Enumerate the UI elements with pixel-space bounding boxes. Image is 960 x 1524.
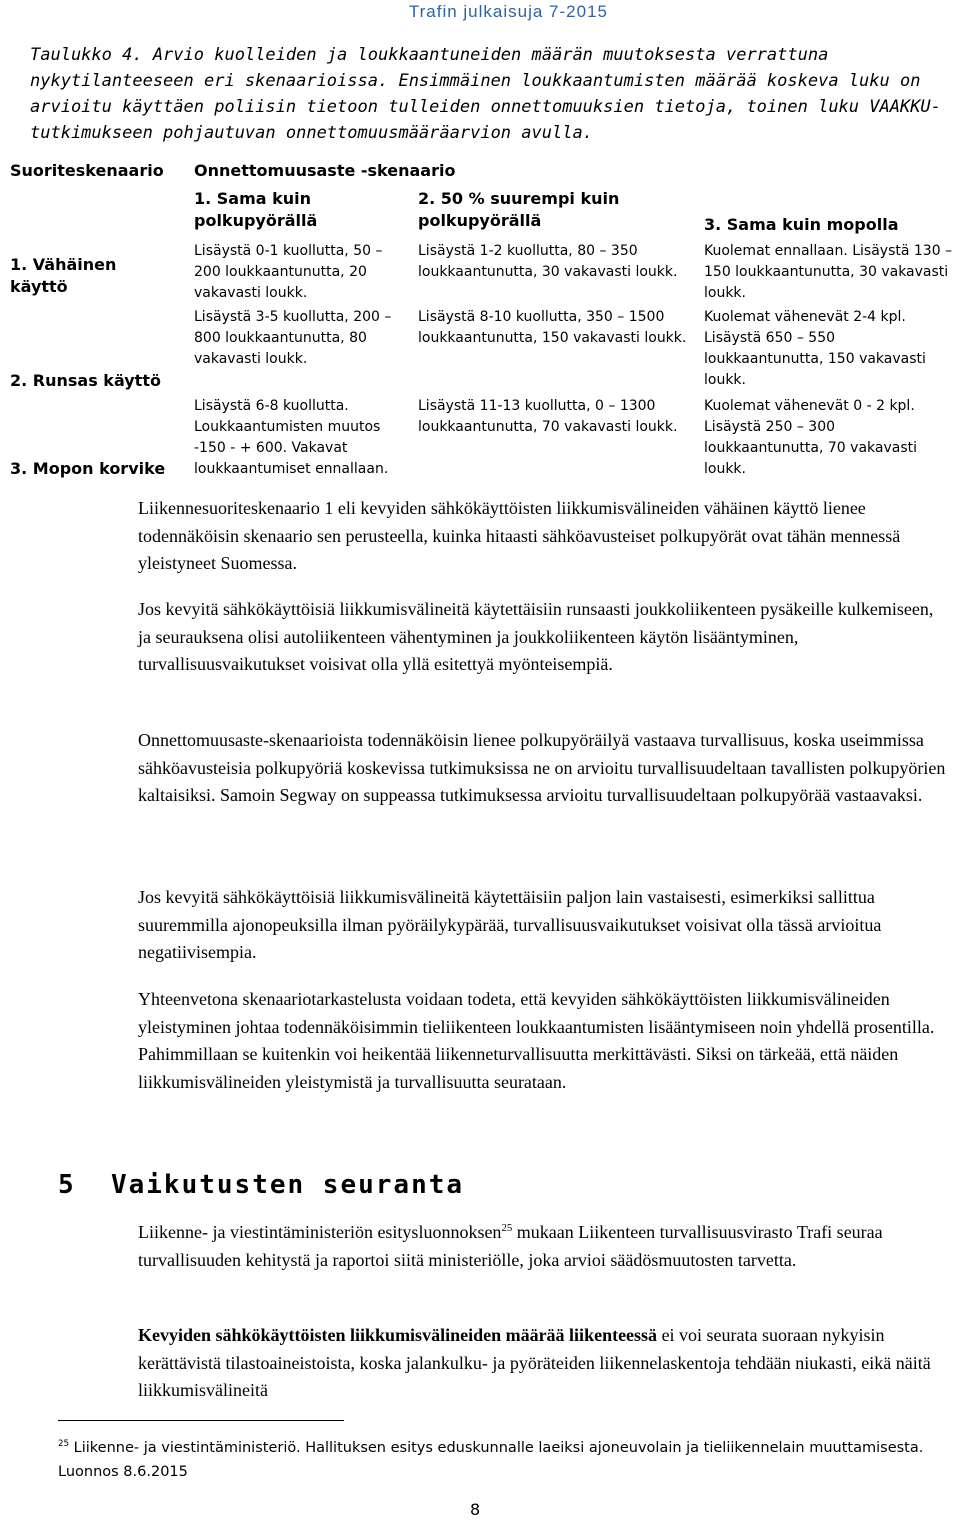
- col-header-3: 3. Sama kuin mopolla: [704, 215, 899, 234]
- table-caption: Taulukko 4. Arvio kuolleiden ja loukkaantuneiden määrän muutoksesta verrattuna nykytilanteeseen eri skenaarioissa. Ensimmäinen loukkaantumisten määrää koskeva luku on arvioitu käyttäen poliisin tietoon tulleiden onnettomuuksien tietoja, toinen luku VAAKKU-tutkimukseen pohjautuvan onnettomuusmääräarvion avulla.: [30, 45, 941, 143]
- cell-3-3: Kuolemat vähenevät 0 - 2 kpl. Lisäystä 250 – 300 loukkaantunutta, 70 vakavasti loukk.: [704, 398, 918, 477]
- section-paragraph-1: [138, 1219, 948, 1274]
- cell-1-1: Lisäystä 0-1 kuollutta, 50 – 200 loukkaantunutta, 20 vakavasti loukk.: [194, 243, 383, 301]
- footnote: [58, 1436, 938, 1484]
- footnote-divider: [58, 1420, 344, 1421]
- cell-1-2: Lisäystä 1-2 kuollutta, 80 – 350 loukkaantunutta, 30 vakavasti loukk.: [418, 243, 678, 280]
- cell-2-3: Kuolemat vähenevät 2-4 kpl. Lisäystä 650 – 550 loukkaantunutta, 150 vakavasti loukk.: [704, 309, 926, 388]
- cell-1-3: Kuolemat ennallaan. Lisäystä 130 – 150 loukkaantunutta, 30 vakavasti loukk.: [704, 243, 953, 301]
- footnote-ref[interactable]: 25: [501, 1222, 513, 1234]
- paragraph-1: Liikennesuoriteskenaario 1 eli kevyiden sähkökäyttöisten liikkumisvälineiden vähäinen käyttö lienee todennäköisin skenaario sen perusteella, kuinka hitaasti sähköavusteiset polkupyörät ovat tähän mennessä yleistyneet Suomessa.: [138, 498, 901, 573]
- col-header-2: 2. 50 % suurempi kuin polkupyörällä: [418, 189, 620, 230]
- col-header-1: 1. Sama kuin polkupyörällä: [194, 189, 318, 230]
- section-title: Vaikutusten seuranta: [110, 1170, 465, 1200]
- group-header: Onnettomuusaste -skenaario: [194, 161, 456, 180]
- section-paragraph-2: [138, 1322, 948, 1405]
- section-p2-bold: Kevyiden sähkökäyttöisten liikkumisvälineiden määrää liikenteessä: [138, 1325, 658, 1345]
- footnote-number: 25: [58, 1439, 70, 1450]
- section-p1-after: mukaan Liikenteen turvallisuusvirasto Trafi seuraa turvallisuuden kehitystä ja raportoi siitä ministeriölle, joka arvioi säädösmuutosten tarvetta.: [138, 1222, 883, 1270]
- footnote-text: Liikenne- ja viestintäministeriö. Hallituksen esitys eduskunnalle laeiksi ajoneuvolain ja tieliikennelain muuttamisesta. Luonnos 8.6.2015: [58, 1440, 924, 1480]
- section-p1-before: Liikenne- ja viestintäministeriön esitysluonnoksen: [138, 1222, 502, 1242]
- row-label-2: 2. Runsas käyttö: [10, 371, 161, 390]
- paragraph-2: Jos kevyitä sähkökäyttöisiä liikkumisvälineitä käytettäisiin runsaasti joukkoliikenteen pysäkeille kulkemiseen, ja seurauksena olisi autoliikenteen vähentyminen ja joukkoliikenteen käytön lisääntyminen, turvallisuusvaikutukset voisivat olla yllä esitettyä myönteisempiä.: [138, 599, 934, 674]
- section-number: 5: [58, 1170, 76, 1200]
- row-label-1: 1. Vähäinen käyttö: [10, 255, 117, 296]
- cell-3-1: Lisäystä 6-8 kuollutta. Loukkaantumisten muutos -150 - + 600. Vakavat loukkaantumiset ennallaan.: [194, 398, 389, 477]
- section-heading: [58, 1170, 464, 1200]
- col0-header: Suoriteskenaario: [10, 161, 164, 180]
- cell-2-2: Lisäystä 8-10 kuollutta, 350 – 1500 loukkaantunutta, 150 vakavasti loukk.: [418, 309, 687, 346]
- publication-header: Trafin julkaisuja 7-2015: [408, 2, 608, 21]
- paragraph-5: Yhteenvetona skenaariotarkastelusta voidaan todeta, että kevyiden sähkökäyttöisten liikkumisvälineiden yleistyminen johtaa todennäköisimmin tieliikenteen loukkaantumisten lisääntymiseen noin yhdellä prosentilla. Pahimmillaan se kuitenkin voi heikentää liikenneturvallisuutta merkittävästi. Siksi on tärkeää, että näiden liikkumisvälineiden yleistymistä ja turvallisuutta seurataan.: [138, 989, 935, 1092]
- paragraph-4: Jos kevyitä sähkökäyttöisiä liikkumisvälineitä käytettäisiin paljon lain vastaisesti, esimerkiksi sallittua suuremmilla ajonopeuksilla ilman pyöräilykypärää, turvallisuusvaikutukset voisivat olla tässä arvioitua negatiivisempia.: [138, 887, 882, 962]
- row-label-3: 3. Mopon korvike: [10, 459, 166, 478]
- section-p2-rest: ei voi seurata suoraan nykyisin kerättävistä tilastoaineistoista, koska jalankulku- ja pyöräteiden liikennelaskentoja tehdään niukasti, eikä näitä liikkumisvälineitä: [138, 1325, 931, 1400]
- paragraph-3: Onnettomuusaste-skenaarioista todennäköisin lienee polkupyöräilyä vastaava turvallisuus, koska useimmissa sähköavusteisia polkupyöriä koskevissa tutkimuksissa ne on arvioitu turvallisuudeltaan tavallisten polkupyörien kaltaisiksi. Samoin Segway on suppeassa tutkimuksessa arvioitu turvallisuudeltaan polkupyörää vastaavaksi.: [138, 730, 946, 805]
- page-number: 8: [470, 1500, 481, 1519]
- cell-2-1: Lisäystä 3-5 kuollutta, 200 – 800 loukkaantunutta, 80 vakavasti loukk.: [194, 309, 392, 367]
- cell-3-2: Lisäystä 11-13 kuollutta, 0 – 1300 loukkaantunutta, 70 vakavasti loukk.: [418, 398, 678, 435]
